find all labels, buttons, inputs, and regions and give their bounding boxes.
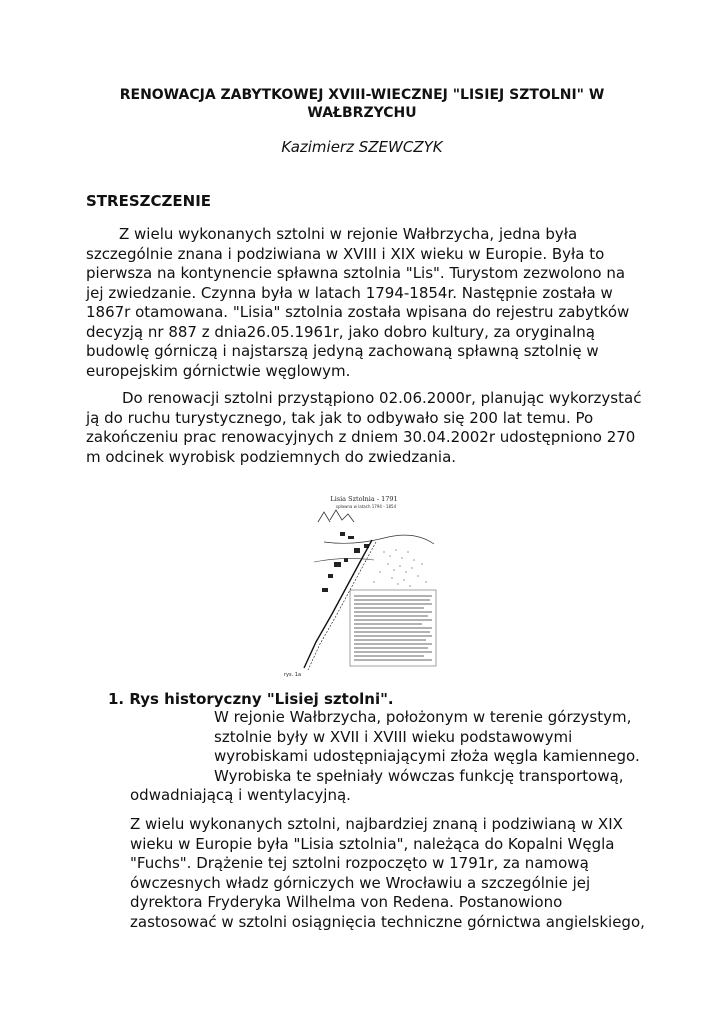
text-line: ówczesnych władz górniczych we Wrocławiu a szczególnie jej (130, 873, 591, 892)
text-line: 1867r otamowana. "Lisia" sztolnia została wpisana do rejestru zabytków (86, 303, 630, 321)
map-figure (284, 492, 440, 678)
text-line: zakończeniu prac renowacyjnych z dniem 30.04.2002r udostępniono 270 (86, 428, 636, 446)
text-line: Do renowacji sztolni przystąpiono 02.06.2000r, planując wykorzystać (122, 389, 642, 407)
figure-label: rys. 1a (284, 672, 302, 678)
terrain-pattern (373, 549, 426, 586)
abstract-paragraph-2 (86, 389, 646, 467)
figure-title: Lisia Sztolnia - 1791 (330, 495, 398, 503)
text-line: odwadniającą i wentylacyjną. (130, 786, 351, 804)
text-line: jej zwiedzanie. Czynna była w latach 1794-1854r. Następnie została w (86, 283, 613, 302)
text-line: Z wielu wykonanych sztolni, najbardziej znaną i podziwianą w XIX (130, 815, 623, 833)
section-1-heading: 1. Rys historyczny "Lisiej sztolni". (108, 690, 394, 708)
text-line: wyrobiskami udostępniającymi złoża węgla kamiennego. (214, 747, 640, 765)
author-name: Kazimierz SZEWCZYK (281, 138, 443, 156)
text-line: budowlę górniczą i najstarszą jedyną zachowaną spławną sztolnię w (86, 342, 599, 360)
paper-title (80, 86, 644, 122)
text-line: sztolnie były w XVII i XVIII wieku podstawowymi (214, 727, 573, 746)
mountain-sketch (318, 510, 354, 522)
title-line-1: RENOWACJA ZABYTKOWEJ XVIII-WIECZNEJ "LISIEJ SZTOLNI" W (119, 87, 605, 103)
road-line (324, 535, 434, 544)
text-line: Wyrobiska te spełniały wówczas funkcję transportową, (214, 766, 624, 785)
figure-subtitle: spławna w latach 1794 - 1854 (335, 504, 397, 509)
text-line: szczególnie znana i podziwiana w XVIII i XIX wieku w Europie. Była to (86, 244, 605, 263)
title-line-2: WAŁBRZYCHU (307, 105, 417, 121)
text-line: pierwsza na kontynencie spławna sztolnia "Lis". Turystom zezwolono na (86, 264, 626, 282)
text-line: ją do ruchu turystycznego, tak jak to odbywało się 200 lat temu. Po (86, 408, 594, 427)
text-line: W rejonie Wałbrzycha, położonym w terenie górzystym, (214, 708, 632, 726)
text-line: europejskim górnictwie węglowym. (86, 361, 351, 380)
text-line: "Fuchs". Drążenie tej sztolni rozpoczęto w 1791r, za namową (130, 854, 589, 872)
text-line: m odcinek wyrobisk podziemnych do zwiedzania. (86, 447, 457, 466)
buildings (322, 532, 369, 592)
text-line: decyzją nr 887 z dnia26.05.1961r, jako dobro kultury, za oryginalną (86, 322, 595, 341)
text-line: zastosować w sztolni osiągnięcia techniczne górnictwa angielskiego, (130, 912, 645, 931)
text-line: dyrektora Fryderyka Wilhelma von Redena. Postanowiono (130, 893, 563, 911)
section-1-paragraph-2 (130, 815, 650, 932)
abstract-paragraph-1 (86, 225, 646, 381)
text-line: Z wielu wykonanych sztolni w rejonie Wałbrzycha, jedna była (119, 225, 578, 243)
abstract-heading: STRESZCZENIE (86, 192, 212, 210)
text-line: wieku w Europie była "Lisia sztolnia", należąca do Kopalni Węgla (130, 834, 615, 853)
section-1-paragraph-1 (130, 708, 650, 806)
